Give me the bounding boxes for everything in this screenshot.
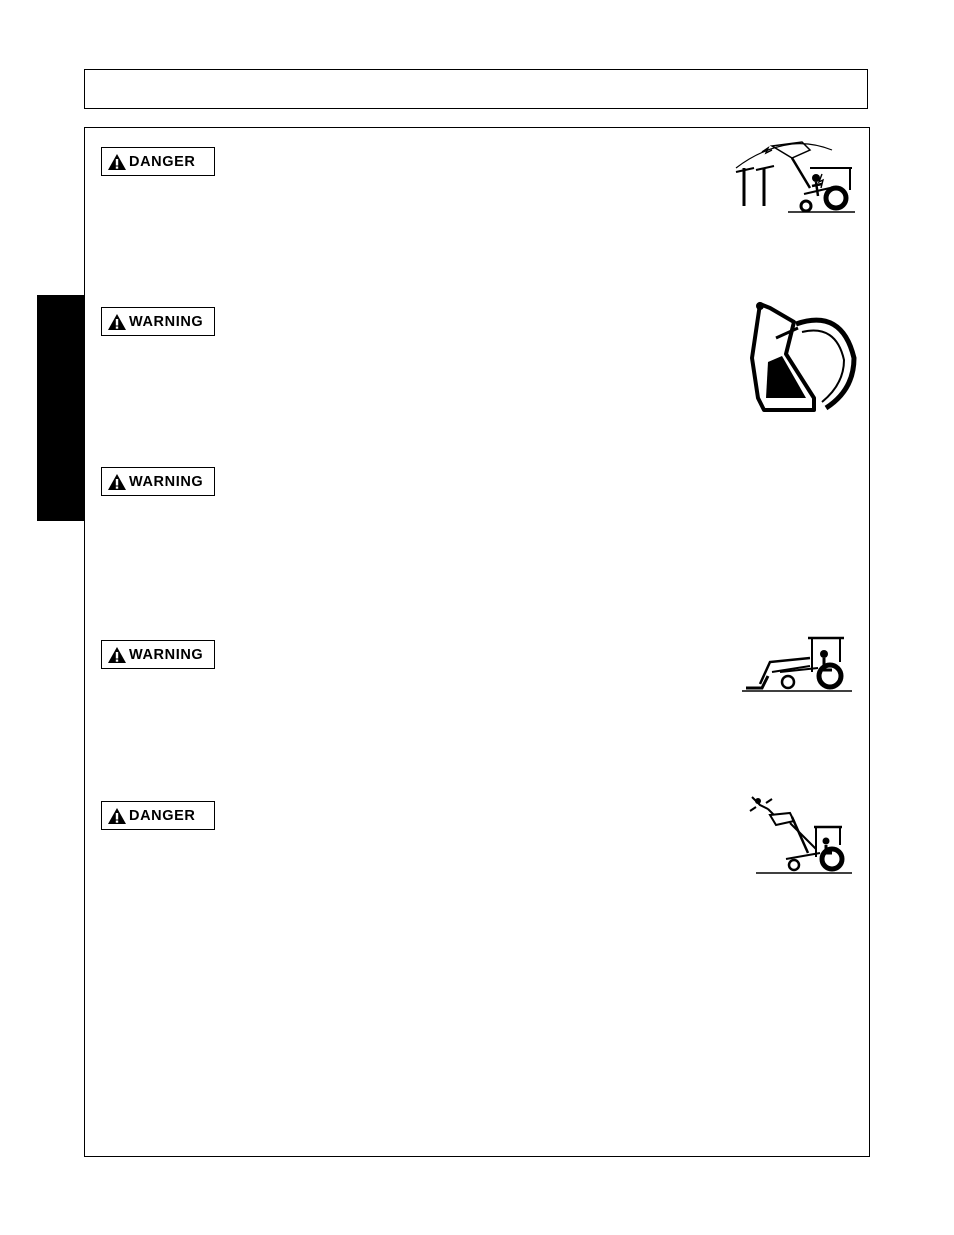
signal-word: DANGER bbox=[129, 153, 196, 170]
person-falling-from-loader-icon bbox=[746, 793, 856, 877]
tractor-loader-icon bbox=[740, 632, 855, 696]
loader-bucket-icon bbox=[746, 298, 858, 416]
page-header-box bbox=[84, 69, 868, 109]
signal-word: DANGER bbox=[129, 807, 196, 824]
warning-triangle-icon bbox=[107, 153, 127, 171]
warning-triangle-icon bbox=[107, 473, 127, 491]
warning-badge bbox=[101, 467, 215, 496]
signal-word: WARNING bbox=[129, 313, 204, 330]
power-line-contact-icon bbox=[732, 138, 857, 216]
danger-badge bbox=[101, 801, 215, 830]
warning-triangle-icon bbox=[107, 313, 127, 331]
warning-badge bbox=[101, 640, 215, 669]
section-side-tab bbox=[37, 295, 85, 521]
warning-triangle-icon bbox=[107, 807, 127, 825]
warning-badge bbox=[101, 307, 215, 336]
signal-word: WARNING bbox=[129, 473, 204, 490]
signal-word: WARNING bbox=[129, 646, 204, 663]
warning-triangle-icon bbox=[107, 646, 127, 664]
danger-badge bbox=[101, 147, 215, 176]
